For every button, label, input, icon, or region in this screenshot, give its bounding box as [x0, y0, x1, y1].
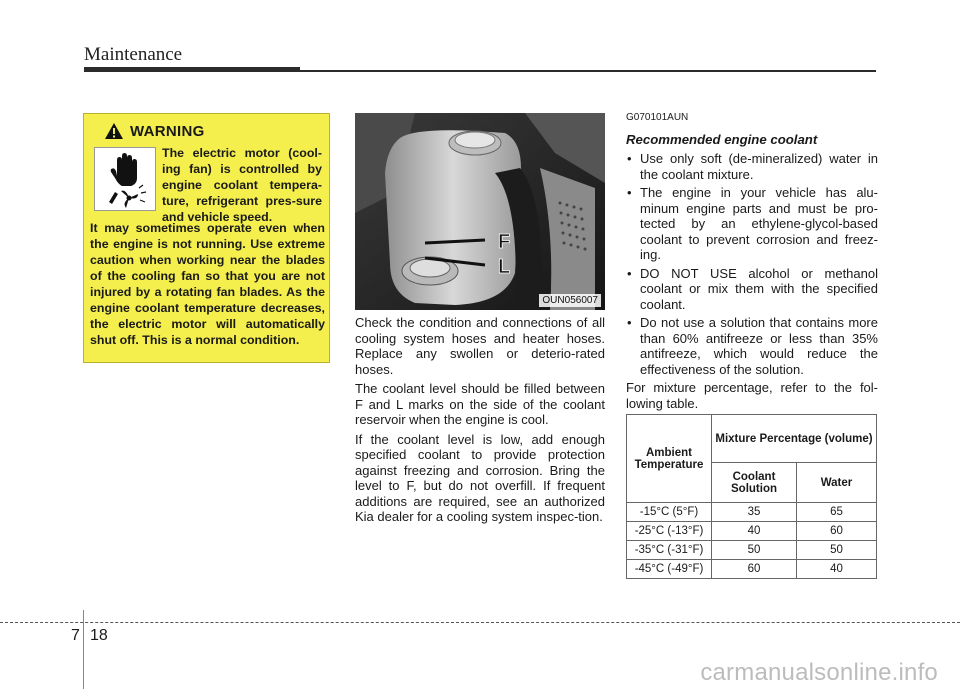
- warning-box: [83, 113, 330, 363]
- photo-mark-l: L: [498, 256, 511, 278]
- right-column: [626, 110, 878, 411]
- list-item: • Use only soft (de-mineralized) water in the coolant mixture.: [626, 151, 878, 182]
- table-row: [627, 541, 877, 560]
- section-code: G070101AUN: [626, 112, 689, 123]
- table-row: [627, 560, 877, 579]
- header-rule-thin: [300, 70, 876, 72]
- table-cell-temp: -35°C (-31°F): [627, 541, 712, 560]
- table-cell-coolant: 60: [712, 560, 797, 579]
- middle-column: [355, 315, 605, 529]
- warning-header: [104, 122, 205, 140]
- hoses-paragraph: Check the condition and connections of all cooling system hoses and heater hoses. Replace any swollen or deterio-rated hoses.: [355, 315, 605, 377]
- table-header-mixture: Mixture Percentage (volume): [712, 415, 877, 463]
- header-rule-thick: [84, 67, 300, 72]
- table-row: [627, 522, 877, 541]
- page-title: Maintenance: [84, 44, 183, 65]
- coolant-mixture-table: [626, 414, 877, 579]
- coolant-level-paragraph: The coolant level should be filled between F and L marks on the side of the coolant reservoir when the engine is cool.: [355, 381, 605, 427]
- footer-dashed-rule: [0, 622, 960, 623]
- footer-separator: [83, 610, 84, 689]
- table-row: [627, 503, 877, 522]
- coolant-reservoir-photo: [355, 113, 605, 310]
- table-header-ambient: Ambient Temperature: [627, 415, 712, 503]
- table-cell-water: 60: [797, 522, 877, 541]
- warning-triangle-icon: [104, 122, 124, 140]
- table-cell-coolant: 50: [712, 541, 797, 560]
- table-header-water: Water: [797, 463, 877, 503]
- warning-text-intro: The electric motor (cool-ing fan) is controlled by engine coolant tempera-ture, refrigerant pres-sure and vehicle speed.: [162, 146, 322, 224]
- table-cell-water: 50: [797, 541, 877, 560]
- table-cell-water: 65: [797, 503, 877, 522]
- list-item: • DO NOT USE alcohol or methanol coolant or mix them with the specified coolant.: [626, 266, 878, 313]
- section-title: Recommended engine coolant: [626, 131, 818, 147]
- warning-title: WARNING: [130, 122, 205, 140]
- table-cell-coolant: 35: [712, 503, 797, 522]
- table-header-coolant: Coolant Solution: [712, 463, 797, 503]
- hand-fan-warning-icon: [94, 147, 156, 211]
- table-cell-temp: -25°C (-13°F): [627, 522, 712, 541]
- table-cell-temp: -45°C (-49°F): [627, 560, 712, 579]
- photo-mark-f: F: [498, 231, 511, 253]
- photo-code: OUN056007: [539, 294, 601, 307]
- list-item: • The engine in your vehicle has alu-minum engine parts and must be pro-tected by an ethylene-glycol-based coolant to prevent corrosion and freez-ing.: [626, 185, 878, 263]
- table-cell-temp: -15°C (5°F): [627, 503, 712, 522]
- mixture-note: For mixture percentage, refer to the fol-lowing table.: [626, 380, 878, 411]
- warning-text-body: It may sometimes operate even when the engine is not running. Use extreme caution when working near the blades of the cooling fan so that you are not injured by a rotating fan blades. As the engine coolant temperature decreases, the electric motor will automatically shut off. This is a normal condition.: [90, 221, 325, 347]
- table-cell-water: 40: [797, 560, 877, 579]
- watermark: carmanualsonline.info: [700, 659, 938, 686]
- list-item: • Do not use a solution that contains more than 60% antifreeze or less than 35% antifreeze, which would reduce the effectiveness of the solution.: [626, 315, 878, 377]
- page-chapter: 7: [71, 627, 80, 644]
- table-cell-coolant: 40: [712, 522, 797, 541]
- coolant-bullets: [626, 151, 878, 377]
- page-number: 18: [90, 627, 108, 644]
- low-coolant-paragraph: If the coolant level is low, add enough specified coolant to provide protection against freezing and corrosion. Bring the level to F, but do not overfill. If frequent additions are required, see an authorized Kia dealer for a cooling system inspec-tion.: [355, 431, 605, 524]
